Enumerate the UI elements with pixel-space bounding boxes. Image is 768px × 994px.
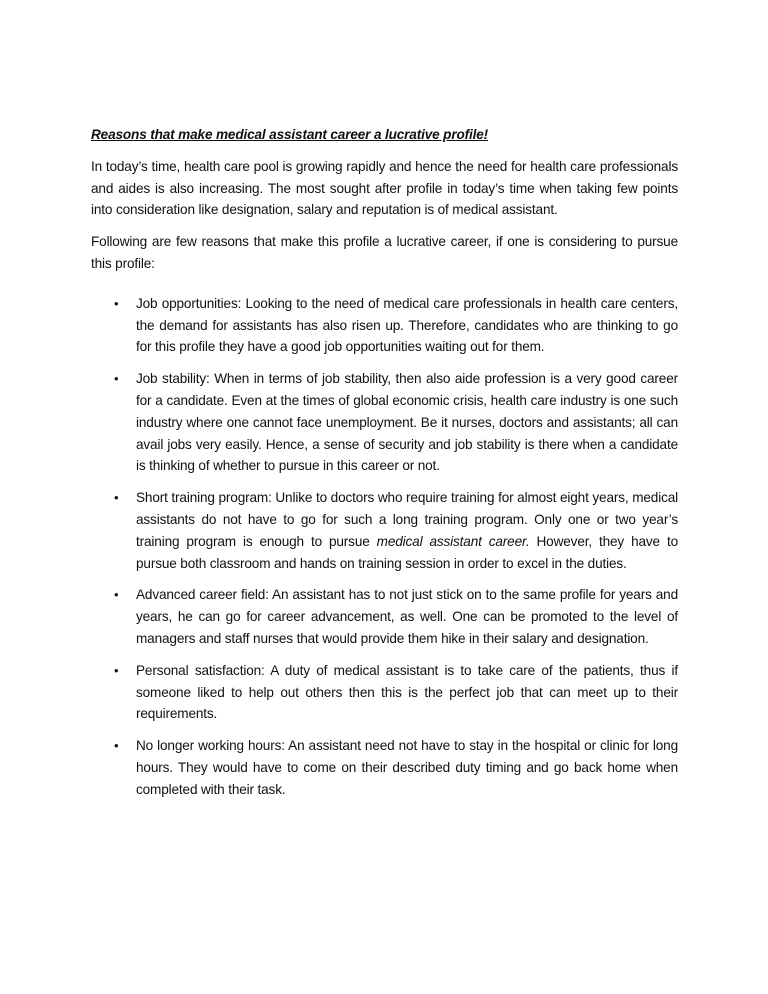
bullet-icon: • [114,371,119,387]
intro-paragraph: In today’s time, health care pool is growing rapidly and hence the need for health care professionals and aides is also increasing. The most sought after profile in today’s time when taking few points into consideration like designation, salary and reputation is of medical assistant. [91,158,678,218]
bullet-icon: • [114,738,119,754]
bullet-icon: • [114,587,119,603]
emphasized-phrase: medical assistant career. [376,533,530,549]
reasons-intro-paragraph: Following are few reasons that make this profile a lucrative career, if one is considering to pursue this profile: [91,234,678,271]
bullet-icon: • [114,662,119,678]
list-item-short-training-program [91,487,678,574]
bullet-icon: • [114,295,119,311]
list-item-personal-satisfaction [91,660,678,725]
list-item-text: Advanced career field: An assistant has to not just stick on to the same profile for years and years, he can go for career advancement, as well. One can be promoted to the level of managers and staff nurses that would provide them hike in their salary and designation. [136,587,678,646]
document-title: Reasons that make medical assistant career a lucrative profile! [91,127,489,142]
list-item-text-before: Short training program: Unlike to doctors who require training for almost eight years, medical assistants do not have to go for such a long training program. Only one or two year’s training program is enough to pursue [136,490,678,549]
list-item-text: Job stability: When in terms of job stability, then also aide profession is a very good career for a candidate. Even at the times of global economic crisis, health care industry is one such industry where one cannot face unemployment. Be it nurses, doctors and assistants; all can avail jobs very easily. Hence, a sense of security and job stability is there when a candidate is thinking of whether to pursue in this career or not. [136,371,678,474]
list-item-job-opportunities [91,293,678,358]
list-item-text-after: However, they have to pursue both classroom and hands on training session in order to excel in the duties. [136,533,679,571]
reasons-list [91,293,678,801]
list-item-text: Job opportunities: Looking to the need of medical care professionals in health care centers, the demand for assistants has also risen up. Therefore, candidates who are thinking to go for this profile they have a good job opportunities waiting out for them. [136,295,678,355]
list-item-advanced-career-field [91,584,678,649]
list-item-job-stability [91,368,678,477]
document-body [91,124,678,811]
list-item-text: No longer working hours: An assistant need not have to stay in the hospital or clinic for long hours. They would have to come on their described duty timing and go back home when completed with their task. [136,738,678,797]
list-item-text: Personal satisfaction: A duty of medical assistant is to take care of the patients, thus if someone liked to help out others then this is the perfect job that can meet up to their requirements. [136,662,678,722]
list-item-no-longer-working-hours [91,735,678,800]
bullet-icon: • [114,490,119,506]
